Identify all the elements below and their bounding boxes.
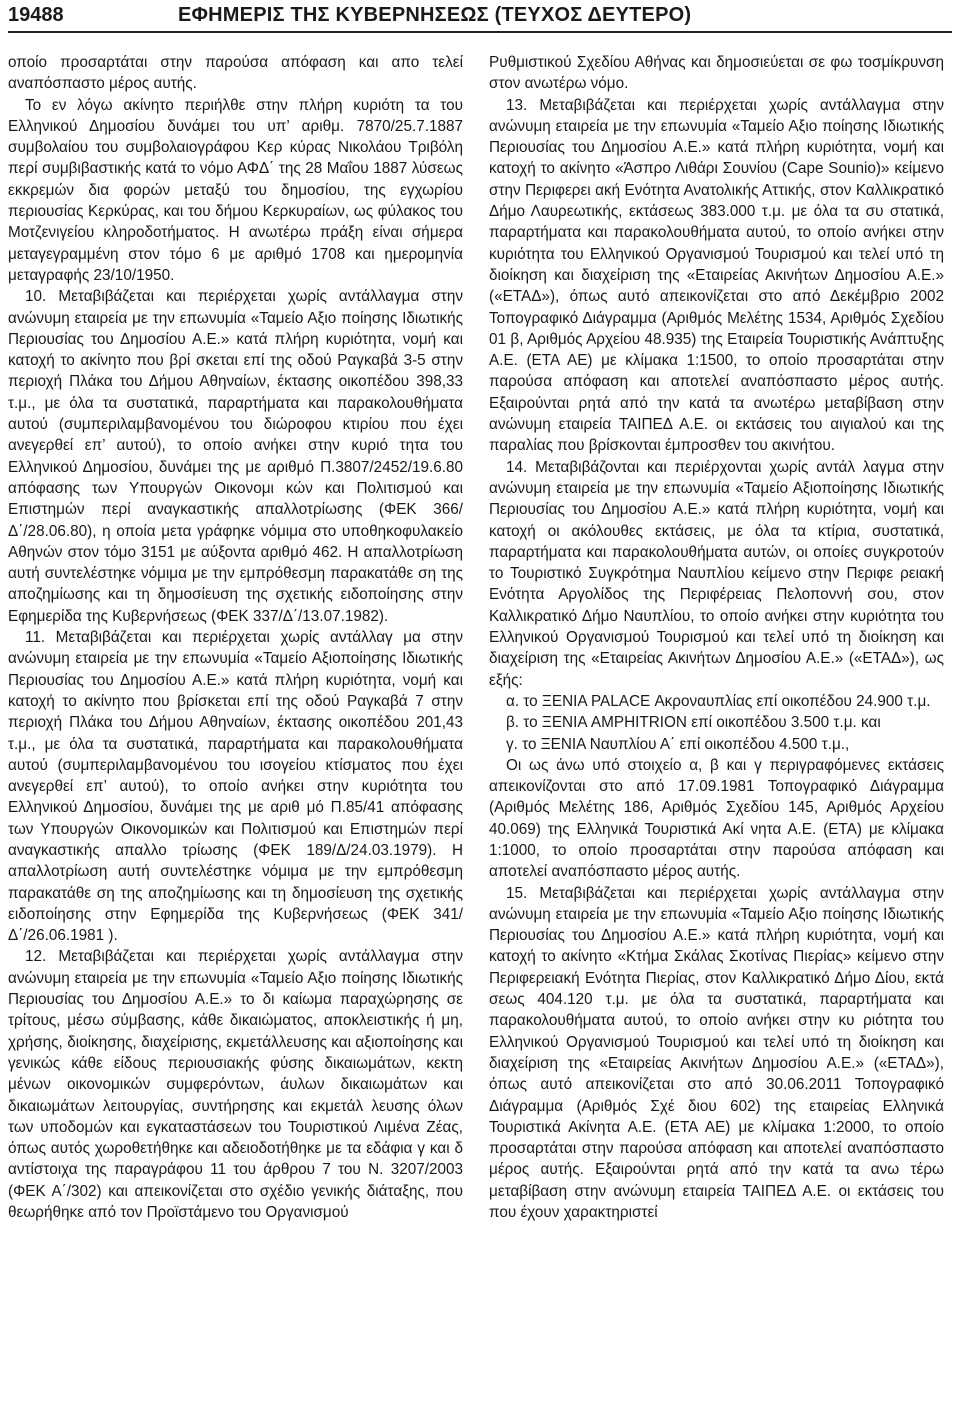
gazette-title: ΕΦΗΜΕΡΙΣ ΤΗΣ ΚΥΒΕΡΝΗΣΕΩΣ (ΤΕΥΧΟΣ ΔΕΥΤΕΡΟ) xyxy=(178,4,692,26)
paragraph: γ. το ΞΕΝΙΑ Ναυπλίου Α΄ επί οικοπέδου 4.500 τ.μ., xyxy=(506,735,850,753)
paragraph: 15. Μεταβιβάζεται και περιέρχεται χωρίς αντάλλαγμα στην ανώνυμη εταιρεία με την επωνυμία «Ταμείο Αξιο ποίησης Ιδιωτικής Περιουσίας του Δημοσίου Α.Ε.» κατά πλήρη κυριότητα, νομή και κατοχή το ακίνητο «Κτήμα Σκάλας Σκοτίνας Πιερίας» κείμενο στην Περιφερειακή Ενότητα Πιερίας, στον Καλλικρατικό Δήμο Δίου, εκτά σεως 404.120 τ.μ. με όλα τα συστατικά, παραρτήματα και παρακολουθήματα αυτού, το οποίο ανήκει στην κυ ριότητα του Ελληνικού Οργανισμού Τουρισμού και τελεί υπό τη διοίκηση και διαχείριση της «Εταιρείας Ακινήτων Δημοσίου Α.Ε.» («ΕΤΑΔ»), όπως αυτό απεικονίζεται στο από 30.06.2011 Τοπογραφικό Διάγραμμα (Αριθμός Σχέ διου 602) της εταιρείας Ελληνικά Τουριστικά Ακίνητα Α.Ε. (ΕΤΑ ΑΕ) με κλίμακα 1:2000, το οποίο προσαρτάται στην παρούσα απόφαση και αποτελεί αναπόσπαστο μέρος αυτής. Εξαιρούνται ρητά από την κατά τα ανω τέρω μεταβίβαση στην ανώνυμη εταιρεία ΤΑΙΠΕΔ Α.Ε. οι εκτάσεις του που έχουν χαρακτηριστεί xyxy=(489,884,944,1222)
right-column xyxy=(489,52,944,1223)
paragraph: 12. Μεταβιβάζεται και περιέρχεται χωρίς αντάλλαγμα στην ανώνυμη εταιρεία με την επωνυμία «Ταμείο Αξιο ποίησης Ιδιωτικής Περιουσίας του Δημοσίου Α.Ε.» το δι καίωμα παραχώρησης σε τρίτους, μέσω σύμβασης, κάθε δικαιώματος, αποκλειστικής ή μη, χρήσης, διοίκησης, διαχείρισης, εκμετάλλευσης και αξιοποίησης και γενικώς κάθε είδους περιουσιακής φύσης δικαιωμάτων, κεκτη μένων οικονομικών συμφερόντων, άυλων δικαιωμάτων και δικαιωμάτων λειτουργίας, συντήρησης και εκμετάλ λευσης όλων των υποδομών και εγκαταστάσεων του Τουριστικού Λιμένα Ζέας, όπως αυτός χωροθετήθηκε και αδειοδοτήθηκε με τα εδάφια γ και δ αντίστοιχα της παραγράφου 11 του άρθρου 7 του Ν. 3207/2003 (ΦΕΚ Α΄/302) και απεικονίζεται στο σχέδιο γενικής διάταξης, που θεωρήθηκε από τον Προϊστάμενο του Οργανισμού xyxy=(8,948,463,1222)
paragraph: 11. Μεταβιβάζεται και περιέρχεται χωρίς αντάλλαγ μα στην ανώνυμη εταιρεία με την επωνυμία «Ταμείο Αξιοποίησης Ιδιωτικής Περιουσίας του Δημοσίου Α.Ε.» κατά πλήρη κυριότητα, νομή και κατοχή το ακίνητο που βρίσκεται επί της οδού Ραγκαβά 7 στην περιοχή Πλάκα του Δήμου Αθηναίων, έκτασης οικοπέδου 201,43 τ.μ., με όλα τα συστατικά, παραρτήματα και παρακολουθήματα αυτού (συμπεριλαμβανομένου του ισογείου κτίσματος που έχει ανεγερθεί επ’ αυτού), το οποίο ανήκει στην κυριότητα του Ελληνικού Δημοσίου, δυνάμει της με αριθ μό Π.85/41 απόφασης των Υπουργών Οικονομικών και Πολιτισμού και Επιστημών περί αναγκαστικής απαλλο τρίωσης (ΦΕΚ 189/Δ/24.03.1979). Η απαλλοτρίωση αυτή συντελέστηκε νόμιμα με την εμπρόθεσμη παρακατάθε ση της αποζημίωσης και τη δημοσίευση της σχετικής ειδοποίησης στην Εφημερίδα της Κυβερνήσεως (ΦΕΚ 341/Δ΄/26.06.1981 ). xyxy=(8,629,463,945)
header-rule xyxy=(8,31,952,33)
paragraph: Ρυθμιστικού Σχεδίου Αθήνας και δημοσιεύεται σε φω τοσμίκρυνση στον ανωτέρω νόμο. xyxy=(489,54,944,93)
paragraph: 14. Μεταβιβάζονται και περιέρχονται χωρίς αντάλ λαγμα στην ανώνυμη εταιρεία με την επωνυμία «Ταμείο Αξιοποίησης Ιδιωτικής Περιουσίας του Δημοσίου Α.Ε.» κατά πλήρη κυριότητα, νομή και κατοχή οι ακόλουθες εκτάσεις, με όλα τα κτίρια, συστατικά, παραρτήματα και παρακολουθήματα αυτών, οι οποίες συγκροτούν το Τουριστικό Συγκρότημα Ναυπλίου κείμενο στην Περιφε ρειακή Ενότητα Αργολίδος της Περιφέρειας Πελοποννή σου, στον Καλλικρατικό Δήμο Ναυπλίου, το οποίο ανήκει στην κυριότητα του Ελληνικού Οργανισμού Τουρισμού και τελεί υπό τη διοίκηση και διαχείριση της «Εταιρείας Ακινήτων Δημοσίου Α.Ε.» («ΕΤΑΔ»), ως εξής: xyxy=(489,458,944,689)
paragraph: Οι ως άνω υπό στοιχείο α, β και γ περιγραφόμενες εκτάσεις απεικονίζονται στο από 17.09.1981 Τοπογραφικό Διάγραμμα (Αριθμός Μελέτης 186, Αριθμός Σχεδίου 145, Αριθμός Αρχείου 40.069) της Ελληνικά Τουριστικά Ακί νητα Α.Ε. (ΕΤΑ) με κλίμακα 1:1000, το οποίο προσαρτάται στην παρούσα απόφαση και αποτελεί αναπόσπαστο μέρος αυτής. xyxy=(489,756,944,881)
paragraph: οποίο προσαρτάται στην παρούσα απόφαση και απο τελεί αναπόσπαστο μέρος αυτής. xyxy=(8,54,463,93)
paragraph: α. το ΞΕΝΙΑ PALACE Ακροναυπλίας επί οικοπέδου 24.900 τ.μ. xyxy=(506,692,931,710)
left-column xyxy=(8,52,463,1223)
paragraph: Το εν λόγω ακίνητο περιήλθε στην πλήρη κυριότη τα του Ελληνικού Δημοσίου δυνάμει του υπ’ αριθμ. 7870/25.7.1887 συμβολαίου του συμβολαιογράφου Κερ κύρας Νικολάου Τριβόλη περί συμβιβαστικής κατά το νόμο ΑΦΔ΄ της 28 Μαΐου 1887 λύσεως εκκρεμών δια φορών μεταξύ του δημοσίου, της εγχωρίου περιουσίας Κερκύρας, και του δήμου Κερκυραίων, ως φύλακος του Μοτζενιγείου κληροδοτήματος. Η ανωτέρω πράξη είναι σήμερα μεταγεγραμμένη στον τόμο 6 με αριθμό 1708 και ημερομηνία μεταγραφής 23/10/1950. xyxy=(8,96,463,284)
paragraph: β. το ΞΕΝΙΑ AMPHITRION επί οικοπέδου 3.500 τ.μ. και xyxy=(506,714,881,732)
page-number: 19488 xyxy=(8,4,64,26)
page-header xyxy=(0,0,960,36)
paragraph: 13. Μεταβιβάζεται και περιέρχεται χωρίς αντάλλαγμα στην ανώνυμη εταιρεία με την επωνυμία «Ταμείο Αξιο ποίησης Ιδιωτικής Περιουσίας του Δημοσίου Α.Ε.» κατά πλήρη κυριότητα, νομή και κατοχή το ακίνητο «Άσπρο Λιθάρι Σουνίου (Cape Sounio)» κείμενο στην Περιφερει ακή Ενότητα Ανατολικής Αττικής, στον Καλλικρατικό Δήμο Λαυρεωτικής, εκτάσεως 383.000 τ.μ. με όλα τα συ στατικά, παραρτήματα και παρακολουθήματα αυτού, το οποίο ανήκει στην κυριότητα του Ελληνικού Οργανισμού Τουρισμού και τελεί υπό τη διοίκηση και διαχείριση της «Εταιρείας Ακινήτων Δημοσίου Α.Ε.» («ΕΤΑΔ»), όπως αυτό απεικονίζεται στο από Δεκέμβριο 2002 Τοπογραφικό Διάγραμμα (Αριθμός Μελέτης 1534, Αριθμός Σχεδίου 01 β, Αριθμός Αρχείου 48.935) της Εταιρεία Τουριστικής Ανάπτυξης Α.Ε. (ΕΤΑ ΑΕ) με κλίμακα 1:1500, το οποίο προσαρτάται στην παρούσα απόφαση και αποτελεί αναπόσπαστο μέρος αυτής. Εξαιρούνται ρητά από την κατά τα ανωτέρω μεταβίβαση στην ανώνυμη εταιρεία ΤΑΙΠΕΔ Α.Ε. οι εκτάσεις του αιγιαλού και της παραλίας που βρίσκονται έμπροσθεν του ακινήτου. xyxy=(489,96,944,455)
paragraph: 10. Μεταβιβάζεται και περιέρχεται χωρίς αντάλλαγμα στην ανώνυμη εταιρεία με την επωνυμία «Ταμείο Αξιο ποίησης Ιδιωτικής Περιουσίας του Δημοσίου Α.Ε.» κατά πλήρη κυριότητα, νομή και κατοχή το ακίνητο που βρί σκεται επί της οδού Ραγκαβά 3-5 στην περιοχή Πλάκα του Δήμου Αθηναίων, έκτασης οικοπέδου 398,33 τ.μ., με όλα τα συστατικά, παραρτήματα και παρακολουθήματα αυτού (συμπεριλαμβανομένου του διώροφου κτιρίου που έχει ανεγερθεί επ’ αυτού), το οποίο ανήκει στην κυριό τητα του Ελληνικού Δημοσίου, δυνάμει της με αριθμό Π.3807/2452/19.6.80 απόφασης των Υπουργών Οικονομι κών και Πολιτισμού και Επιστημών περί αναγκαστικής απαλλοτρίωσης (ΦΕΚ 366/Δ΄/28.06.80), η οποία μετα γράφηκε νόμιμα στο υποθηκοφυλακείο Αθηνών στον τόμο 3151 με αύξοντα αριθμό 462. Η απαλλοτρίωση αυτή συντελέστηκε νόμιμα με την εμπρόθεσμη παρακατάθε ση της αποζημίωσης και τη δημοσίευση της σχετικής ειδοποίησης στην Εφημερίδα της Κυβερνήσεως (ΦΕΚ 337/Δ΄/13.07.1982). xyxy=(8,288,463,625)
